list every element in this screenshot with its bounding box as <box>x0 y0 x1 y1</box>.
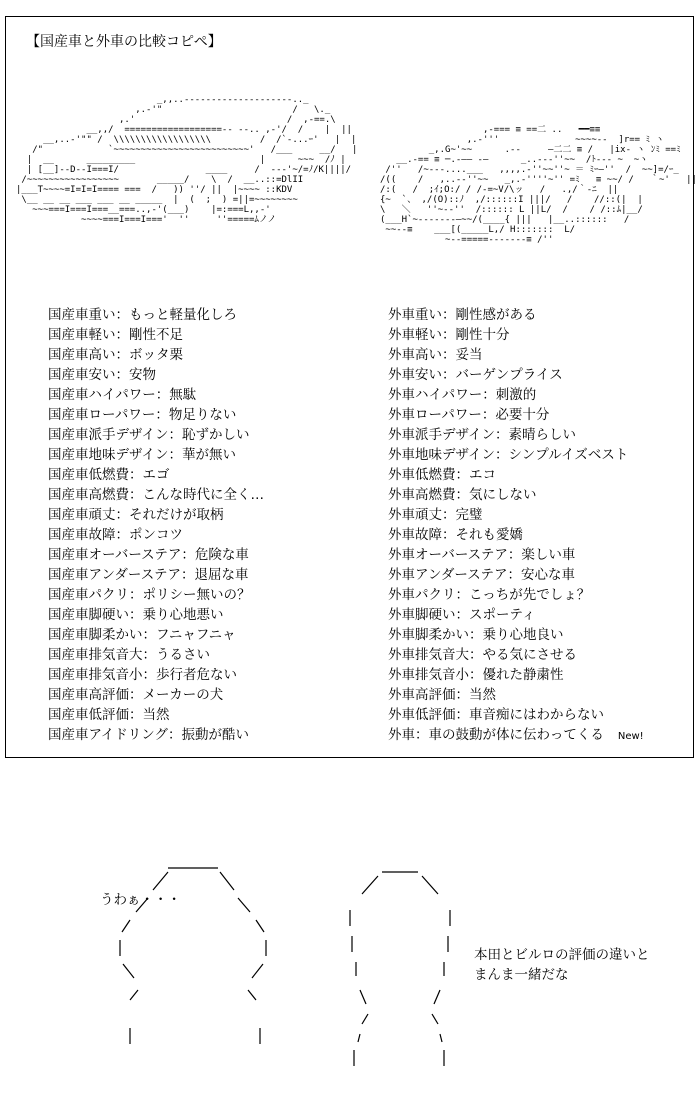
list-item: 国産車高い：ボッタ栗 <box>48 347 183 363</box>
list-item: 外車高燃費：気にしない <box>388 487 537 503</box>
list-item: 国産車脚硬い：乗り心地悪い <box>48 607 224 623</box>
right-character-figure <box>340 864 460 1074</box>
list-item: 外車ローパワー：必要十分 <box>388 407 550 423</box>
list-item: 外車地味デザイン：シンプルイズベスト <box>388 447 629 463</box>
list-item <box>388 725 644 745</box>
list-item: 外車低燃費：エコ <box>388 467 496 483</box>
right-character-caption-line-2: まんま一緒だな <box>474 967 569 983</box>
left-character-caption: うわぁ・・・ <box>100 892 181 908</box>
list-item: 外車故障：それも愛嬌 <box>388 527 523 543</box>
list-item: 国産車アンダーステア：退屈な車 <box>48 567 249 583</box>
list-item: 外車排気音小：優れた静粛性 <box>388 667 564 683</box>
list-item: 外車アンダーステア：安心な車 <box>388 567 575 583</box>
list-item: 国産車アイドリング：振動が酷い <box>48 727 250 743</box>
list-item: 国産車地味デザイン：華が無い <box>48 447 237 463</box>
list-item: 国産車重い：もっと軽量化しろ <box>48 307 237 323</box>
list-item: 外車軽い：剛性十分 <box>388 327 510 343</box>
list-item: 国産車頑丈：それだけが取柄 <box>48 507 224 523</box>
list-item: 外車重い：剛性感がある <box>388 307 537 323</box>
domestic-car-list <box>48 305 264 745</box>
list-item: 国産車排気音大：うるさい <box>48 647 210 663</box>
list-item: 外車安い：バーゲンプライス <box>388 367 563 383</box>
list-item: 国産車オーバーステア：危険な車 <box>48 547 249 563</box>
list-item: 外車オーバーステア：楽しい車 <box>388 547 576 563</box>
list-item: 国産車脚柔かい：フニャフニャ <box>48 627 236 643</box>
list-item: 外車排気音大：やる気にさせる <box>388 647 577 663</box>
foreign-car-list <box>388 305 644 745</box>
list-item: 国産車派手デザイン：恥ずかしい <box>48 427 250 443</box>
new-badge: New! <box>617 731 644 742</box>
list-item: 国産車高燃費：こんな時代に全く… <box>48 487 264 503</box>
list-item: 国産車ハイパワー：無駄 <box>48 387 197 403</box>
list-item: 外車脚硬い：スポーティ <box>388 607 536 623</box>
foreign-car-ascii-art: ,-=== ≡ ==二 .. ━━≡≡ ,.-''' ~~~~‐‐ ]r== ﾐ ヽ _,.G~'~~ .-- ―二二 ≡ / |ix‐ ヽ ﾝﾐ ==ﾐ __.-== ≡ ─.-―― ‐― _..---''~~ /ﾄ‐-- ~ ~ヽ /'' /~‐‐‐....___ ,,,,.‐''~~''~ ＝ ﾐｰ―'' / ~~]=/ｰ_ /(( / ,..-‐''~~ _,.-''''~'' =ﾐ ≡ ~~/ / ｀~' || /:( / ;ｲ;O:/ / /‐=~V/\ッ / .,/｀-ﾆ || {~ `、 ,/(O)::ﾉ ,/::::::I |||/ / //::(| | \ ＼ ''~--'' /:::::: L ||L/ / / /::ﾑ|__/ (___H`~‐‐‐-‐-‐―~~/(____{ ||| |__..:::::: / ~~‐-≡ ___[(_____L,/ H::::::: L/ ~‐‐=====‐‐‐‐‐‐‐≡ /'' <box>380 125 697 245</box>
list-item: 国産車パクリ：ポリシー無いの？ <box>48 587 251 603</box>
list-item: 外車派手デザイン：素晴らしい <box>388 427 577 443</box>
list-item: 外車低評価：車音痴にはわからない <box>388 707 604 723</box>
list-item-text: 外車：車の鼓動が体に伝わってくる <box>388 727 604 743</box>
list-item: 外車パクリ：こっちが先でしょ？ <box>388 587 591 603</box>
list-item: 外車高評価：当然 <box>388 687 496 703</box>
list-item: 国産車高評価：メーカーの犬 <box>48 687 224 703</box>
list-item: 外車ハイパワー：刺激的 <box>388 387 537 403</box>
list-item: 外車脚柔かい：乗り心地良い <box>388 627 564 643</box>
list-item: 国産車低評価：当然 <box>48 707 170 723</box>
list-item: 国産車安い：安物 <box>48 367 156 383</box>
left-character-figure <box>108 860 278 1070</box>
list-item: 外車頑丈：完璧 <box>388 507 483 523</box>
list-item: 国産車故障：ポンコツ <box>48 527 183 543</box>
right-character-caption-line-1: 本田とビルロの評価の違いと <box>474 947 650 963</box>
list-item: 国産車軽い：剛性不足 <box>48 327 183 343</box>
page-title: 【国産車と外車の比較コピペ】 <box>26 34 222 50</box>
list-item: 国産車ローパワー：物足りない <box>48 407 237 423</box>
list-item: 国産車低燃費：エゴ <box>48 467 170 483</box>
list-item: 外車高い：妥当 <box>388 347 483 363</box>
domestic-car-ascii-art: _,,..---‐‐‐‐‐‐‐‐‐‐‐‐‐‐‐‐‐.._ ,.-'" / \._ ,.' / ,-==.\ __,,/ ==================-- --.. ,-'/ / | || __,..-'"" / \\\\\\\\\\\\\\\\\\ / /`-...ｰ' | | /" `~~~~~~~~~~~~~~~~~~~~~~~~~' /___ __/ | | __ _________ | ~~~ /ﾉ | | [__]--D--I===I/ ____ / --‐'~/=ﾉ/K||||/ /~~~~~~~~~~~~~~~~~ _____/ \ / __..::=DlII |___T~~~~=I=I=I==== === / )) ''/ || |~~~~ ::KDV \__ __ __ ___ ___ __ _____ | ( ; ) =||=~~~~~~~~ ~~~===I===I===__===..,-'(___) |=:===L,,-' ~~~~===I===I===' '' ''=====ﾑノノ <box>16 95 358 225</box>
list-item: 国産車排気音小：歩行者危ない <box>48 667 237 683</box>
